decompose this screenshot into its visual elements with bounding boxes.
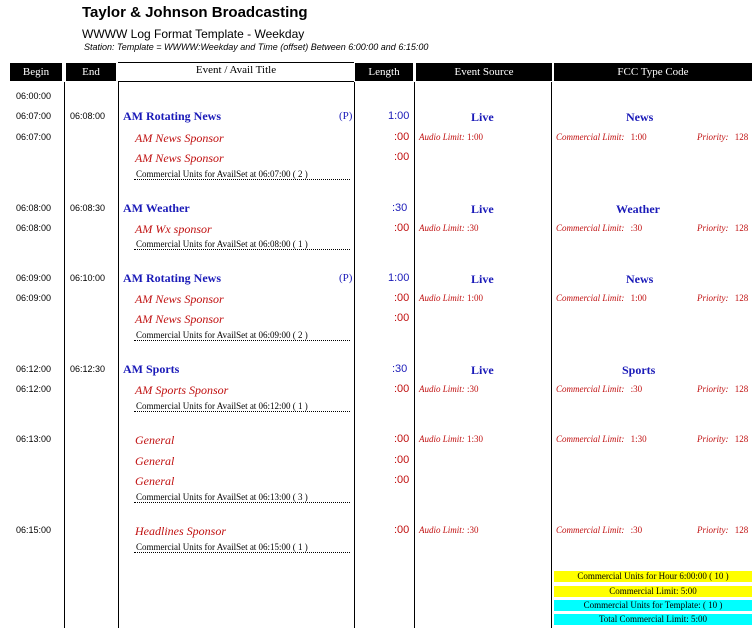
event-source: Live: [471, 202, 494, 216]
audio-limit: Audio Limit: :30: [419, 223, 479, 233]
sponsor-title[interactable]: AM Wx sponsor: [135, 222, 212, 236]
begin-time: 06:09:00: [16, 273, 52, 283]
column-header-event: Event / Avail Title: [118, 62, 354, 82]
column-header-fcc: FCC Type Code: [554, 63, 752, 81]
avail-units: Commercial Units for AvailSet at 06:12:00 ( 1 ): [134, 401, 350, 412]
end-time: 06:10:00: [70, 273, 106, 283]
sponsor-title[interactable]: AM Sports Sponsor: [135, 383, 229, 397]
priority: Priority: 128: [697, 525, 749, 535]
hour-units-summary: Commercial Units for Hour 6:00:00 ( 10 ): [554, 571, 752, 582]
protected-flag: (P): [339, 272, 353, 284]
sponsor-title[interactable]: General: [135, 454, 175, 468]
sponsor-length: :00: [394, 383, 410, 395]
audio-limit: Audio Limit: :30: [419, 525, 479, 535]
avail-units: Commercial Units for AvailSet at 06:15:00 ( 1 ): [134, 542, 350, 553]
event-length: 1:00: [388, 110, 410, 122]
sponsor-begin-time: 06:12:00: [16, 384, 52, 394]
event-length: :30: [392, 363, 408, 375]
begin-time: 06:12:00: [16, 364, 52, 374]
event-title[interactable]: AM Sports: [123, 362, 180, 376]
commercial-limit: Commercial Limit: 1:00: [556, 293, 647, 303]
column-divider: [354, 82, 355, 628]
event-source: Live: [471, 110, 494, 124]
event-title[interactable]: AM Rotating News: [123, 271, 221, 285]
column-divider: [551, 82, 552, 628]
begin-time: 06:07:00: [16, 111, 52, 121]
report-subtitle: WWWW Log Format Template - Weekday: [82, 27, 305, 41]
sponsor-length: :00: [394, 151, 410, 163]
sponsor-begin-time: 06:08:00: [16, 223, 52, 233]
column-header-source: Event Source: [416, 63, 552, 81]
event-length: 1:00: [388, 272, 410, 284]
event-title[interactable]: AM Rotating News: [123, 109, 221, 123]
begin-time: 06:08:00: [16, 203, 52, 213]
end-time: 06:08:30: [70, 203, 106, 213]
event-source: Live: [471, 363, 494, 377]
commercial-limit-summary: Commercial Limit: 5:00: [554, 586, 752, 597]
commercial-limit: Commercial Limit: :30: [556, 384, 643, 394]
sponsor-length: :00: [394, 474, 410, 486]
column-divider: [118, 82, 119, 628]
audio-limit: Audio Limit: 1:00: [419, 132, 484, 142]
sponsor-title[interactable]: General: [135, 474, 175, 488]
column-header-begin: Begin: [10, 63, 62, 81]
end-time: 06:12:30: [70, 364, 106, 374]
column-header-end: End: [66, 63, 116, 81]
priority: Priority: 128: [697, 223, 749, 233]
sponsor-length: :00: [394, 292, 410, 304]
commercial-limit: Commercial Limit: 1:00: [556, 132, 647, 142]
sponsor-title[interactable]: AM News Sponsor: [135, 151, 224, 165]
column-divider: [64, 82, 65, 628]
sponsor-title[interactable]: AM News Sponsor: [135, 131, 224, 145]
begin-time: 06:15:00: [16, 525, 52, 535]
sponsor-length: :00: [394, 433, 410, 445]
template-units-summary: Commercial Units for Template: ( 10 ): [554, 600, 752, 611]
fcc-type: News: [626, 110, 654, 124]
sponsor-begin-time: 06:09:00: [16, 293, 52, 303]
audio-limit: Audio Limit: 1:30: [419, 434, 484, 444]
event-source: Live: [471, 272, 494, 286]
event-title[interactable]: AM Weather: [123, 201, 190, 215]
sponsor-title[interactable]: AM News Sponsor: [135, 292, 224, 306]
sponsor-title[interactable]: Headlines Sponsor: [135, 524, 226, 538]
report-title: Taylor & Johnson Broadcasting: [82, 4, 308, 21]
column-divider: [414, 82, 415, 628]
priority: Priority: 128: [697, 293, 749, 303]
avail-units: Commercial Units for AvailSet at 06:13:00 ( 3 ): [134, 492, 350, 503]
column-header-length: Length: [355, 63, 413, 81]
sponsor-length: :00: [394, 131, 410, 143]
sponsor-title[interactable]: AM News Sponsor: [135, 312, 224, 326]
total-limit-summary: Total Commercial Limit: 5:00: [554, 614, 752, 625]
protected-flag: (P): [339, 110, 353, 122]
avail-units: Commercial Units for AvailSet at 06:08:00 ( 1 ): [134, 239, 350, 250]
avail-units: Commercial Units for AvailSet at 06:09:00 ( 2 ): [134, 330, 350, 341]
sponsor-length: :00: [394, 312, 410, 324]
end-time: 06:08:00: [70, 111, 106, 121]
commercial-limit: Commercial Limit: :30: [556, 223, 643, 233]
sponsor-length: :00: [394, 524, 410, 536]
fcc-type: News: [626, 272, 654, 286]
begin-time: 06:13:00: [16, 434, 52, 444]
sponsor-begin-time: 06:07:00: [16, 132, 52, 142]
fcc-type: Sports: [622, 363, 656, 377]
avail-units: Commercial Units for AvailSet at 06:07:00 ( 2 ): [134, 169, 350, 180]
audio-limit: Audio Limit: 1:00: [419, 293, 484, 303]
priority: Priority: 128: [697, 384, 749, 394]
fcc-type: Weather: [616, 202, 660, 216]
station-line: Station: Template = WWWW:Weekday and Time (offset) Between 6:00:00 and 6:15:00: [84, 42, 429, 52]
priority: Priority: 128: [697, 132, 749, 142]
commercial-limit: Commercial Limit: :30: [556, 525, 643, 535]
sponsor-length: :00: [394, 454, 410, 466]
audio-limit: Audio Limit: :30: [419, 384, 479, 394]
sponsor-title[interactable]: General: [135, 433, 175, 447]
sponsor-length: :00: [394, 222, 410, 234]
start-time: 06:00:00: [16, 91, 52, 101]
priority: Priority: 128: [697, 434, 749, 444]
commercial-limit: Commercial Limit: 1:30: [556, 434, 647, 444]
event-length: :30: [392, 202, 408, 214]
